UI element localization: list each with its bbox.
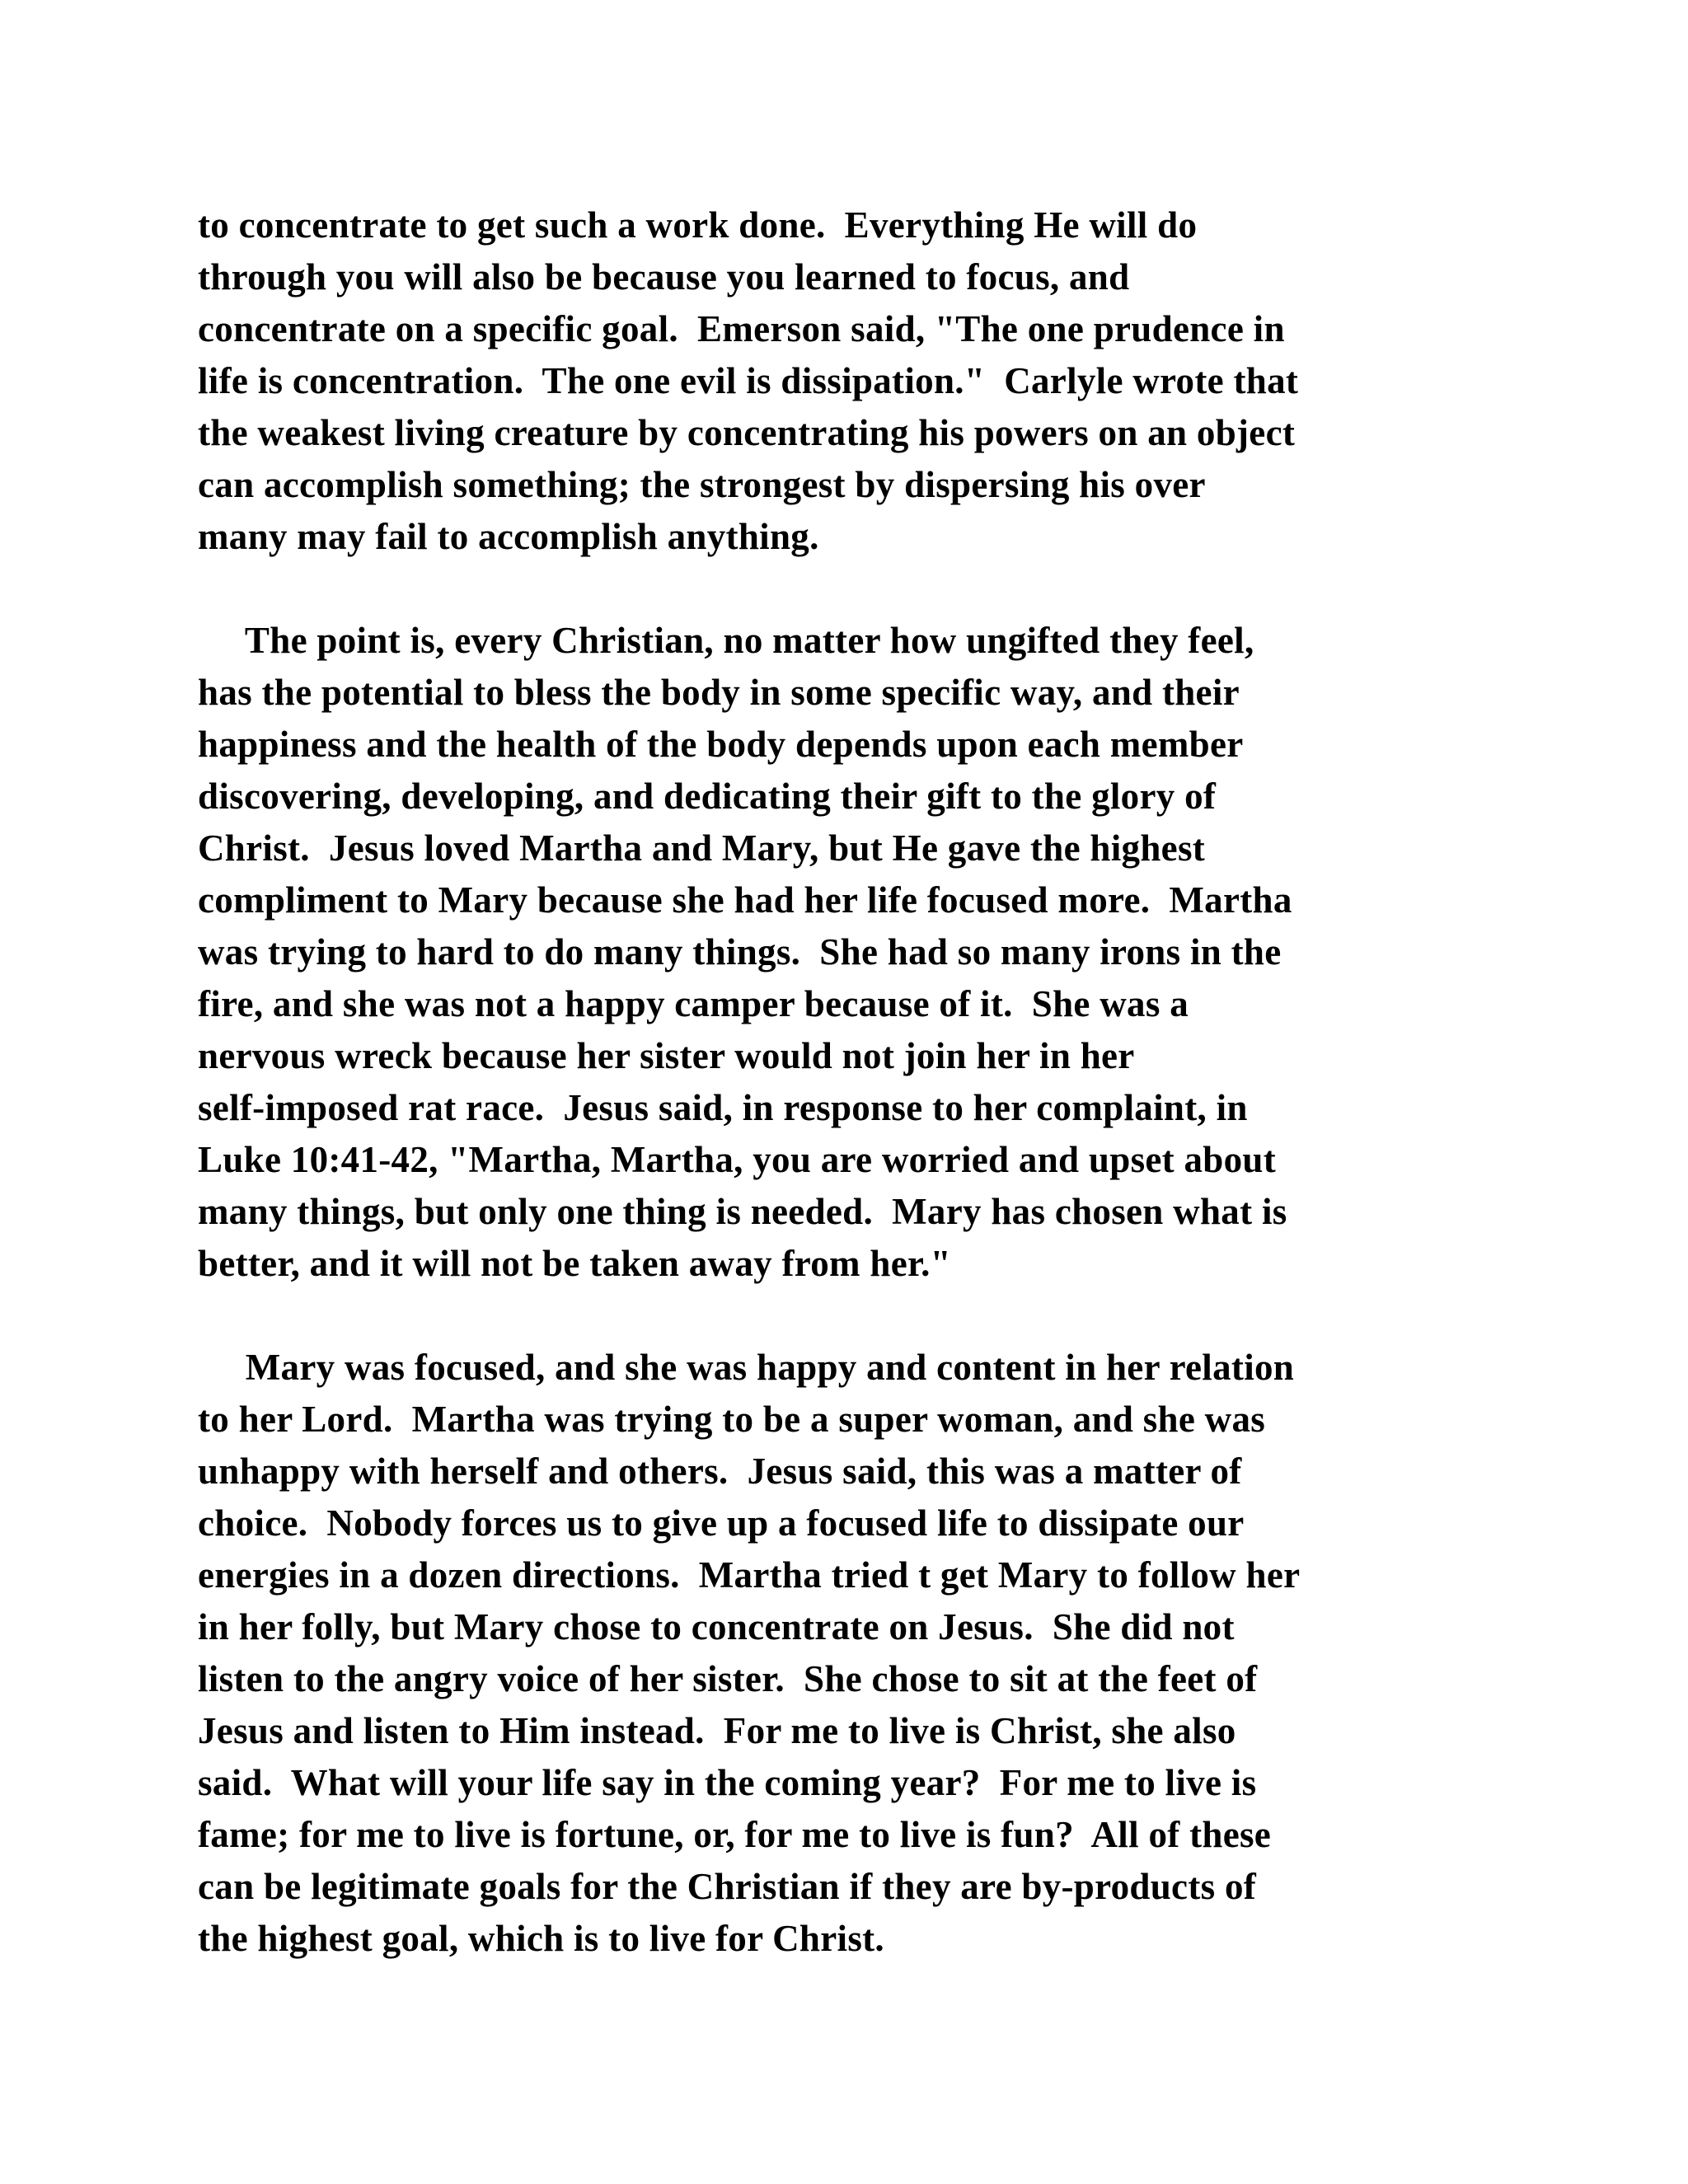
- text-line: can be legitimate goals for the Christian if they are by-products of: [198, 1866, 1257, 1907]
- text-line: fame; for me to live is fortune, or, for me to live is fun? All of these: [198, 1814, 1272, 1855]
- text-line: many things, but only one thing is needed. Mary has chosen what is: [198, 1191, 1287, 1232]
- text-line: choice. Nobody forces us to give up a focused life to dissipate our: [198, 1502, 1245, 1544]
- text-line: the weakest living creature by concentrating his powers on an object: [198, 412, 1296, 453]
- text-line: to her Lord. Martha was trying to be a super woman, and she was: [198, 1399, 1266, 1440]
- text-line: can accomplish something; the strongest by dispersing his over: [198, 464, 1206, 505]
- text-line: compliment to Mary because she had her life focused more. Martha: [198, 879, 1292, 921]
- text-line: better, and it will not be taken away from her.": [198, 1243, 951, 1284]
- text-line: The point is, every Christian, no matter how ungifted they feel,: [198, 620, 1254, 661]
- text-line: Luke 10:41-42, "Martha, Martha, you are worried and upset about: [198, 1139, 1277, 1180]
- text-line: unhappy with herself and others. Jesus said, this was a matter of: [198, 1451, 1242, 1492]
- text-line: listen to the angry voice of her sister. She chose to sit at the feet of: [198, 1658, 1258, 1699]
- text-line: nervous wreck because her sister would not join her in her: [198, 1035, 1135, 1076]
- text-line: concentrate on a specific goal. Emerson said, "The one prudence in: [198, 308, 1285, 349]
- text-line: through you will also be because you learned to focus, and: [198, 256, 1130, 298]
- text-line: in her folly, but Mary chose to concentrate on Jesus. She did not: [198, 1606, 1235, 1647]
- text-line: fire, and she was not a happy camper because of it. She was a: [198, 983, 1189, 1024]
- text-line: has the potential to bless the body in some specific way, and their: [198, 672, 1240, 713]
- text-line: many may fail to accomplish anything.: [198, 516, 819, 557]
- text-line: the highest goal, which is to live for Christ.: [198, 1918, 884, 1959]
- text-line: Mary was focused, and she was happy and content in her relation: [198, 1347, 1295, 1388]
- text-line: Jesus and listen to Him instead. For me to live is Christ, she also: [198, 1710, 1236, 1751]
- text-line: Christ. Jesus loved Martha and Mary, but He gave the highest: [198, 827, 1206, 869]
- text-line: self-imposed rat race. Jesus said, in response to her complaint, in: [198, 1087, 1248, 1128]
- text-line: said. What will your life say in the coming year? For me to live is: [198, 1762, 1257, 1803]
- text-line: happiness and the health of the body depends upon each member: [198, 724, 1244, 765]
- text-line: life is concentration. The one evil is dissipation." Carlyle wrote that: [198, 360, 1299, 401]
- text-line: discovering, developing, and dedicating their gift to the glory of: [198, 776, 1217, 817]
- text-line: was trying to hard to do many things. She had so many irons in the: [198, 931, 1282, 972]
- text-line: to concentrate to get such a work done. Everything He will do: [198, 204, 1198, 246]
- text-line: energies in a dozen directions. Martha tried t get Mary to follow her: [198, 1554, 1301, 1596]
